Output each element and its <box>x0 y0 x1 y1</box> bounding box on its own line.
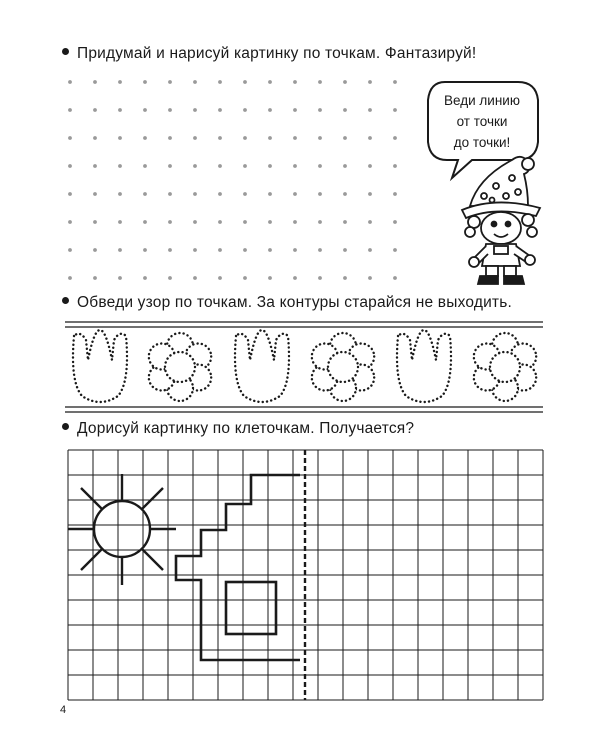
bubble-line-3: до точки! <box>453 135 511 150</box>
stepped-line <box>176 475 300 660</box>
bubble-line-1: Веди линию <box>444 93 520 108</box>
sun-icon <box>68 474 176 585</box>
task-1-text: Придумай и нарисуй картинку по точкам. Фантазируй! <box>77 45 477 62</box>
task-2-text: Обведи узор по точкам. За контуры старайся не выходить. <box>77 294 513 311</box>
task-3-text: Дорисуй картинку по клеточкам. Получается? <box>77 420 415 437</box>
bubble-line-2: от точки <box>456 114 508 129</box>
page-number: 4 <box>60 704 67 716</box>
